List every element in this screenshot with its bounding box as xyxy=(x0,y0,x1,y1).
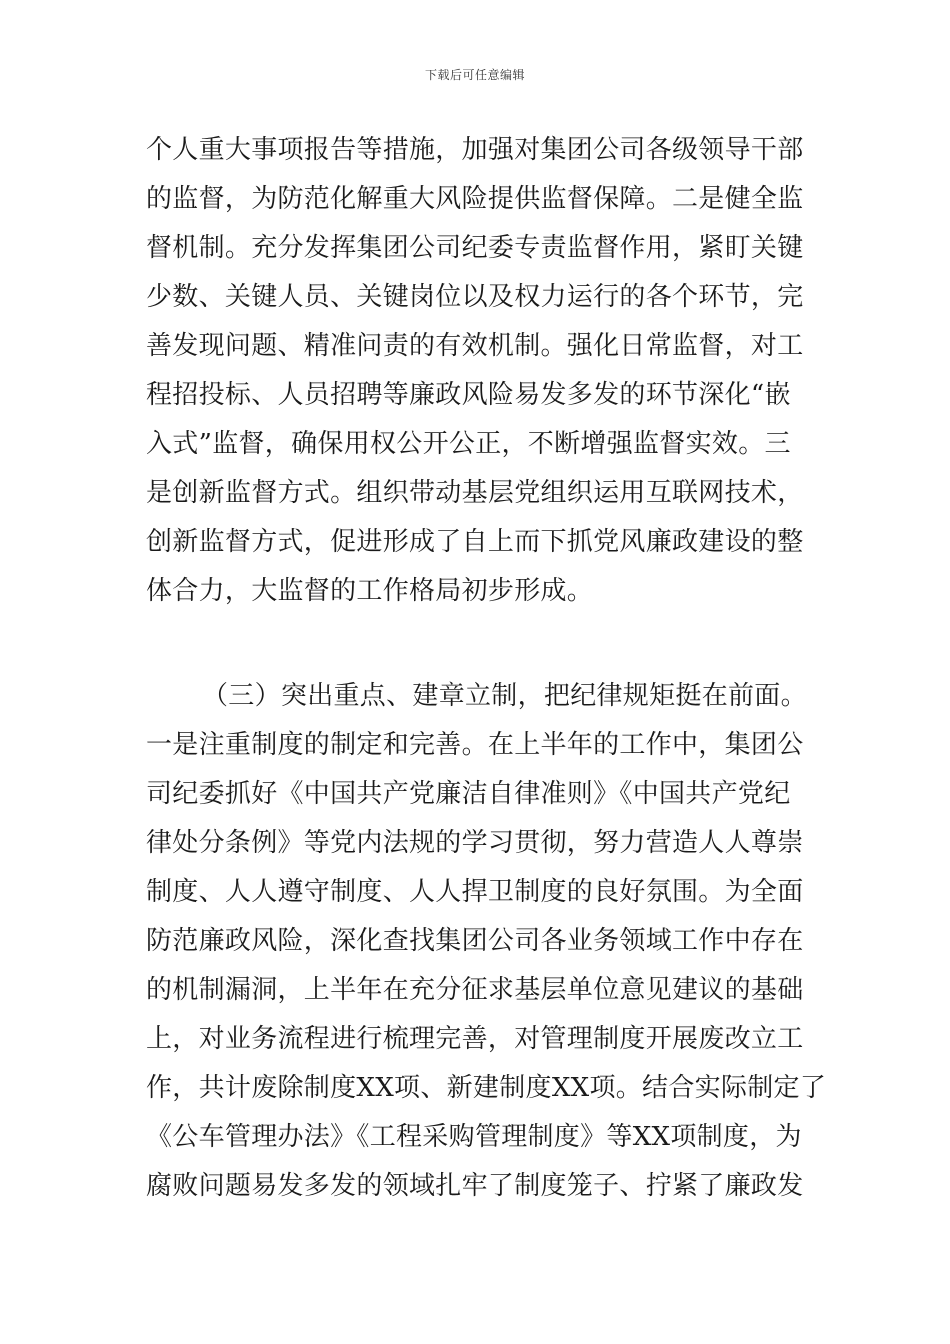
paragraph-line: 是创新监督方式。组织带动基层党组织运用互联网技术， xyxy=(146,478,804,508)
paragraph-line: 入式”监督，确保用权公开公正，不断增强监督实效。三 xyxy=(146,429,791,459)
paragraph-line: 善发现问题、精准问责的有效机制。强化日常监督，对工 xyxy=(146,331,804,361)
paragraph-2 xyxy=(146,672,827,1211)
paragraph-line: 律处分条例》等党内法规的学习贯彻，努力营造人人尊崇 xyxy=(146,828,804,858)
paragraph-line: 的监督，为防范化解重大风险提供监督保障。二是健全监 xyxy=(146,184,804,214)
paragraph-line: 腐败问题易发多发的领域扎牢了制度笼子、拧紧了廉政发 xyxy=(146,1171,804,1201)
paragraph-line: 少数、关键人员、关键岗位以及权力运行的各个环节，完 xyxy=(146,282,804,312)
page-header: 下载后可任意编辑 xyxy=(424,68,525,82)
paragraph-line: 体合力，大监督的工作格局初步形成。 xyxy=(146,576,594,606)
paragraph-line: 的机制漏洞，上半年在充分征求基层单位意见建议的基础 xyxy=(146,975,804,1005)
paragraph-line: 司纪委抓好《中国共产党廉洁自律准则》《中国共产党纪 xyxy=(146,779,791,809)
paragraph-line: 《公车管理办法》《工程采购管理制度》等XX项制度，为 xyxy=(146,1122,802,1152)
paragraph-line: 督机制。充分发挥集团公司纪委专责监督作用，紧盯关键 xyxy=(146,233,804,263)
paragraph-line: 创新监督方式，促进形成了自上而下抓党风廉政建设的整 xyxy=(146,527,804,557)
paragraph-line: 防范廉政风险，深化查找集团公司各业务领域工作中存在 xyxy=(146,926,804,956)
paragraph-line: 作，共计废除制度XX项、新建制度XX项。结合实际制定了 xyxy=(146,1073,827,1103)
paragraph-line: 程招投标、人员招聘等廉政风险易发多发的环节深化“嵌 xyxy=(146,380,791,410)
section-heading-line: （三）突出重点、建章立制，把纪律规矩挺在前面。 xyxy=(202,681,807,711)
paragraph-line: 上，对业务流程进行梳理完善，对管理制度开展废改立工 xyxy=(146,1024,804,1054)
paragraph-line: 制度、人人遵守制度、人人捍卫制度的良好氛围。为全面 xyxy=(146,877,804,907)
paragraph-line: 一是注重制度的制定和完善。在上半年的工作中，集团公 xyxy=(146,730,804,760)
paragraph-1 xyxy=(146,126,818,616)
paragraph-line: 个人重大事项报告等措施，加强对集团公司各级领导干部 xyxy=(146,135,804,165)
